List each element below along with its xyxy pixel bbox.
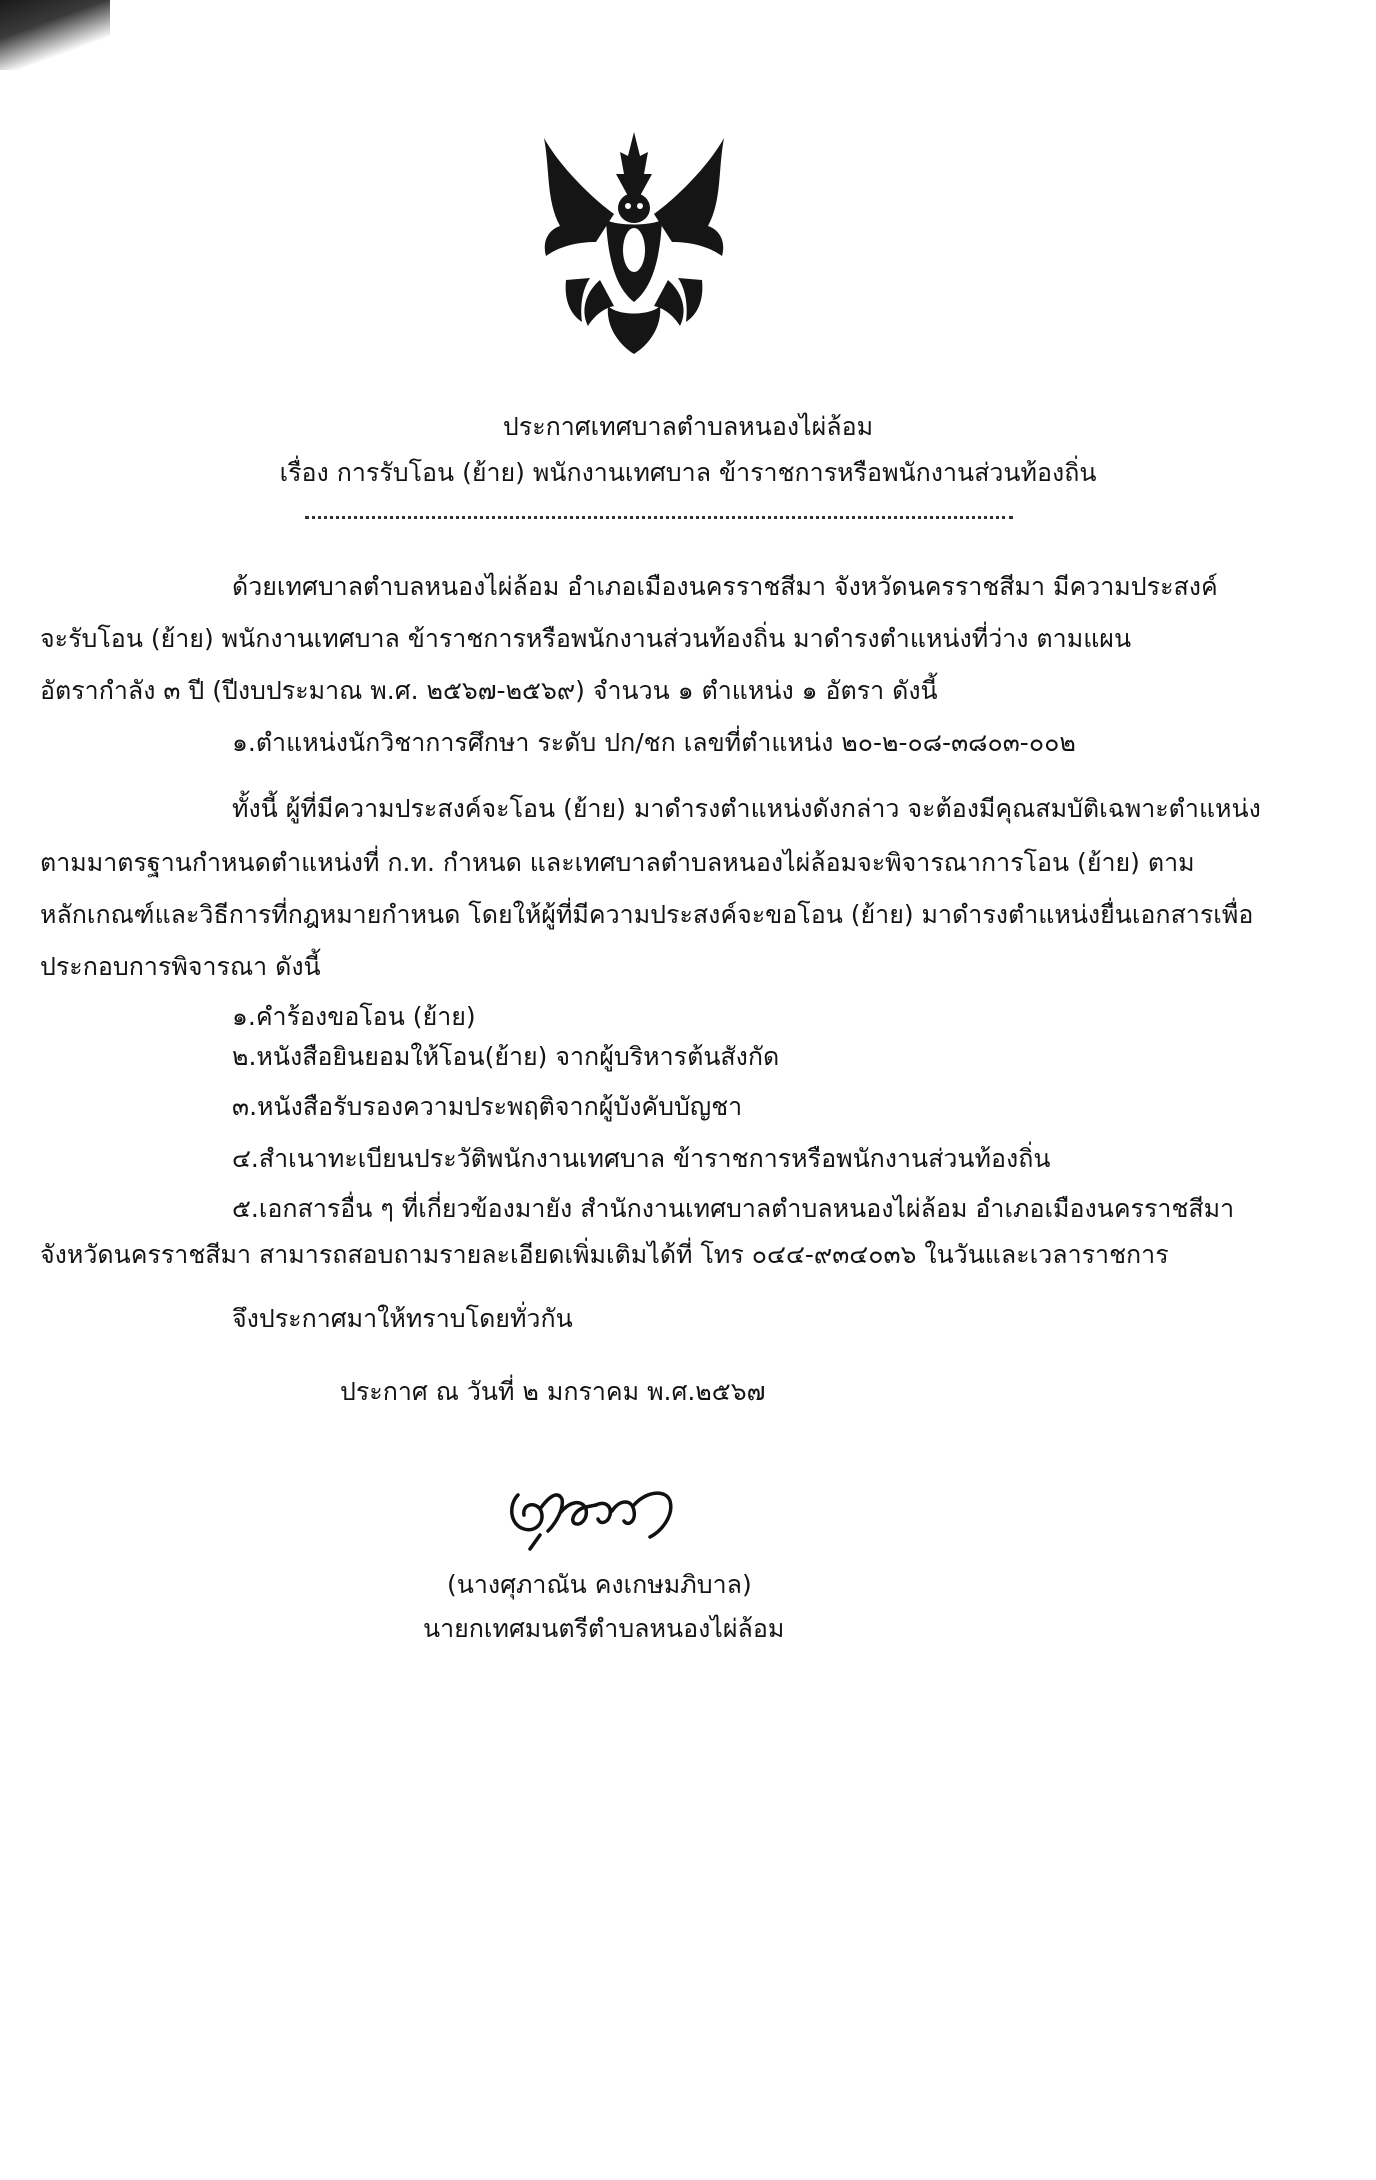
announcement-title: ประกาศเทศบาลตำบลหนองไผ่ล้อม bbox=[502, 412, 874, 441]
paragraph-2-line-3: หลักเกณฑ์และวิธีการที่กฎหมายกำหนด โดยให้ผู้ที่มีความประสงค์จะขอโอน (ย้าย) มาดำรงตำแหน่งยื่นเอกสารเพื่อ bbox=[40, 900, 1254, 929]
signatory-name: (นางศุภาณัน คงเกษมภิบาล) bbox=[447, 1570, 752, 1599]
garuda-emblem-icon bbox=[536, 130, 732, 360]
paragraph-2-line-2: ตามมาตรฐานกำหนดตำแหน่งที่ ก.ท. กำหนด และเทศบาลตำบลหนองไผ่ล้อมจะพิจารณาการโอน (ย้าย) ตาม bbox=[40, 848, 1195, 877]
document-item: ๑.คำร้องขอโอน (ย้าย) bbox=[232, 1002, 476, 1031]
paragraph-1-line-1: ด้วยเทศบาลตำบลหนองไผ่ล้อม อำเภอเมืองนครราชสีมา จังหวัดนครราชสีมา มีความประสงค์ bbox=[232, 572, 1218, 601]
paragraph-2-line-1: ทั้งนี้ ผู้ที่มีความประสงค์จะโอน (ย้าย) มาดำรงตำแหน่งดังกล่าว จะต้องมีคุณสมบัติเฉพาะตำแหน่ง bbox=[232, 794, 1261, 823]
paragraph-1-line-3: อัตรากำลัง ๓ ปี (ปีงบประมาณ พ.ศ. ๒๕๖๗-๒๕๖๙) จำนวน ๑ ตำแหน่ง ๑ อัตรา ดังนี้ bbox=[40, 676, 938, 705]
paragraph-1-line-2: จะรับโอน (ย้าย) พนักงานเทศบาล ข้าราชการหรือพนักงานส่วนท้องถิ่น มาดำรงตำแหน่งที่ว่าง ตามแผน bbox=[40, 624, 1132, 653]
signatory-title: นายกเทศมนตรีตำบลหนองไผ่ล้อม bbox=[423, 1614, 785, 1643]
document-item: ๕.เอกสารอื่น ๆ ที่เกี่ยวข้องมายัง สำนักงานเทศบาลตำบลหนองไผ่ล้อม อำเภอเมืองนครราชสีมา bbox=[232, 1194, 1235, 1223]
position-item: ๑.ตำแหน่งนักวิชาการศึกษา ระดับ ปก/ชก เลขที่ตำแหน่ง ๒๐-๒-๐๘-๓๘๐๓-๐๐๒ bbox=[232, 728, 1076, 757]
document-item: ๓.หนังสือรับรองความประพฤติจากผู้บังคับบัญชา bbox=[232, 1092, 743, 1121]
handwritten-signature-icon bbox=[500, 1465, 690, 1555]
contact-line: จังหวัดนครราชสีมา สามารถสอบถามรายละเอียดเพิ่มเติมได้ที่ โทร ๐๔๔-๙๓๔๐๓๖ ในวันและเวลาราชการ bbox=[40, 1240, 1169, 1269]
header-divider bbox=[305, 516, 1013, 519]
closing-line: จึงประกาศมาให้ทราบโดยทั่วกัน bbox=[232, 1304, 573, 1333]
document-item: ๒.หนังสือยินยอมให้โอน(ย้าย) จากผู้บริหารต้นสังกัด bbox=[232, 1042, 780, 1071]
scan-corner-shadow bbox=[0, 0, 110, 70]
announcement-subject: เรื่อง การรับโอน (ย้าย) พนักงานเทศบาล ข้าราชการหรือพนักงานส่วนท้องถิ่น bbox=[279, 458, 1097, 487]
paragraph-2-line-4: ประกอบการพิจารณา ดังนี้ bbox=[40, 952, 321, 981]
document-item: ๔.สำเนาทะเบียนประวัติพนักงานเทศบาล ข้าราชการหรือพนักงานส่วนท้องถิ่น bbox=[232, 1144, 1051, 1173]
announcement-date: ประกาศ ณ วันที่ ๒ มกราคม พ.ศ.๒๕๖๗ bbox=[340, 1377, 766, 1406]
